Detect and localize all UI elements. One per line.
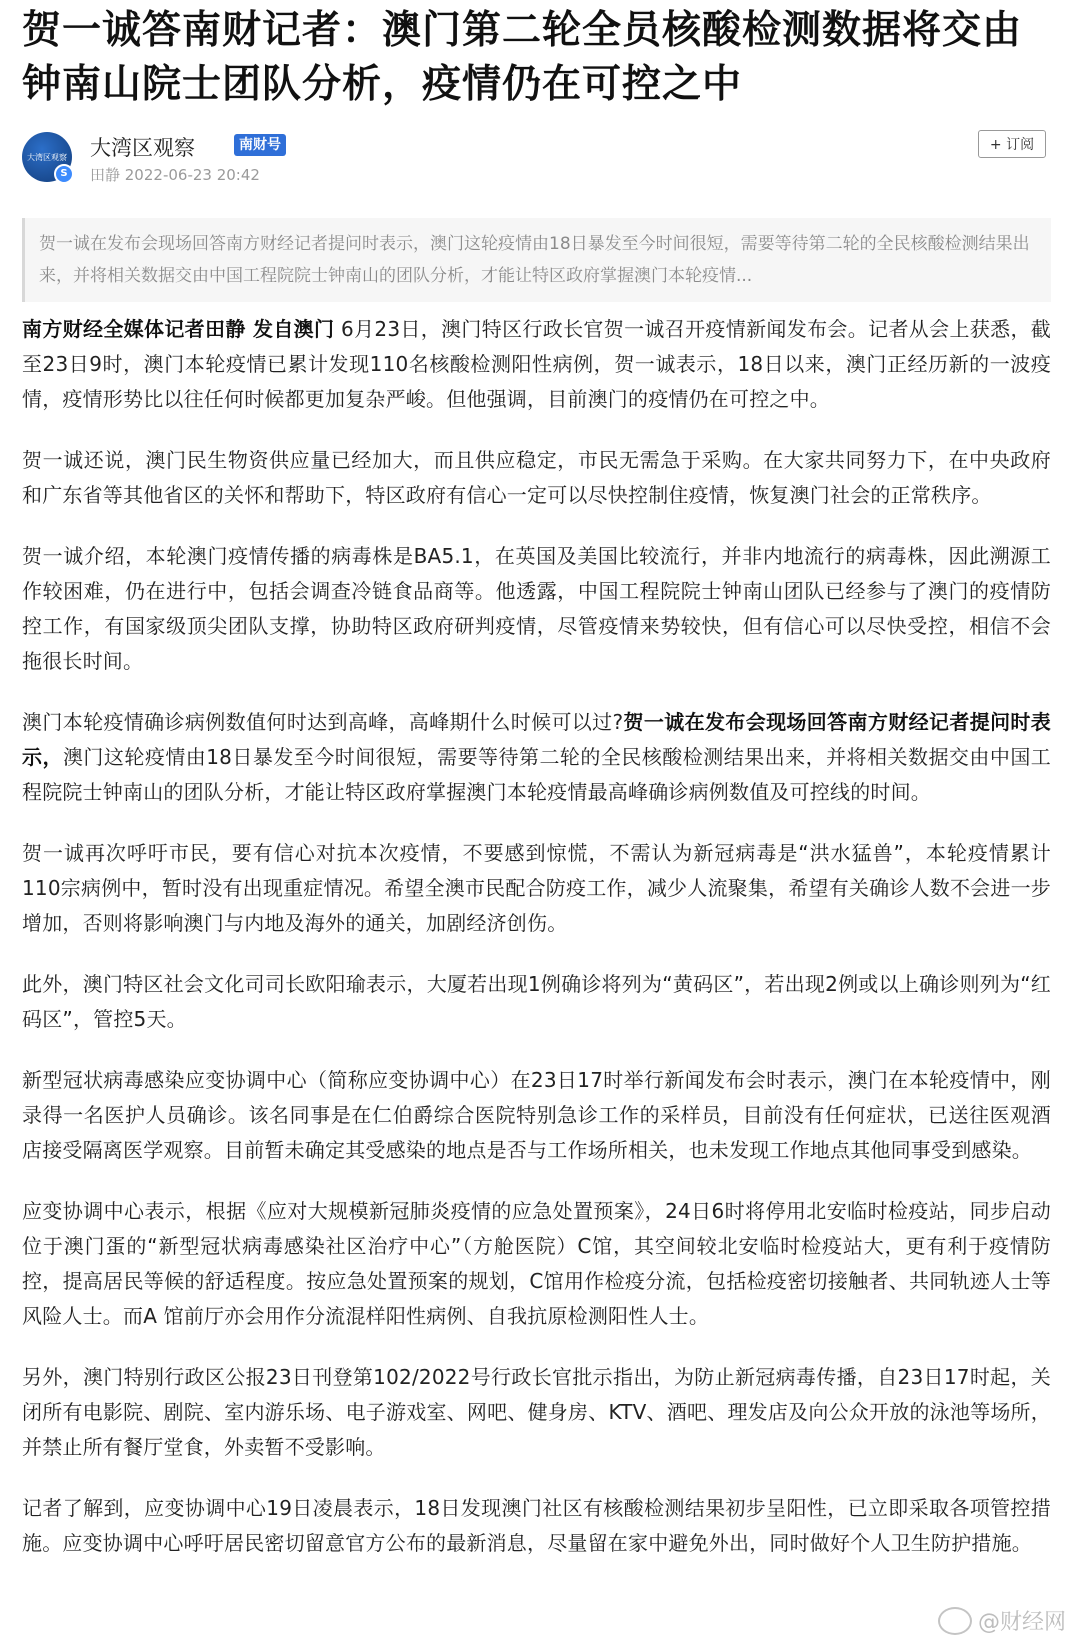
paragraph-10: 记者了解到，应变协调中心19日凌晨表示，18日发现澳门社区有核酸检测结果初步呈阳性，已立即采取各项管控措施。应变协调中心呼吁居民密切留意官方公布的最新消息，尽量留在家中避免外出，同时做好个人卫生防护措施。 bbox=[22, 1496, 1051, 1555]
author-name[interactable]: 大湾区观察 bbox=[90, 136, 195, 160]
paragraph-7: 新型冠状病毒感染应变协调中心（简称应变协调中心）在23日17时举行新闻发布会时表示，澳门在本轮疫情中，刚录得一名医护人员确诊。该名同事是在仁伯爵综合医院特别急诊工作的采样员，目前没有任何症状，已送往医观酒店接受隔离医学观察。目前暂未确定其受感染的地点是否与工作场所相关，也未发现工作地点其他同事受到感染。 bbox=[22, 1068, 1051, 1162]
article-summary: 贺一诚在发布会现场回答南方财经记者提问时表示，澳门这轮疫情由18日暴发至今时间很短，需要等待第二轮的全民核酸检测结果出来，并将相关数据交由中国工程院院士钟南山的团队分析，才能让特区政府掌握澳门本轮疫情... bbox=[22, 218, 1051, 302]
avatar[interactable] bbox=[22, 132, 72, 182]
watermark bbox=[938, 1605, 1066, 1636]
weibo-icon bbox=[938, 1607, 972, 1635]
verified-icon: S bbox=[54, 164, 74, 184]
paragraph-4 bbox=[22, 705, 1051, 810]
paragraph-emphasis: 贺一诚在发布会现场回答南方财经记者提问时表示， bbox=[22, 710, 1051, 769]
paragraph-9: 另外，澳门特别行政区公报23日刊登第102/2022号行政长官批示指出，为防止新冠病毒传播，自23日17时起，关闭所有电影院、剧院、室内游乐场、电子游戏室、网吧、健身房、KTV、酒吧、理发店及向公众开放的泳池等场所，并禁止所有餐厅堂食，外卖暂不受影响。 bbox=[22, 1365, 1051, 1459]
paragraph-6: 此外，澳门特区社会文化司司长欧阳瑜表示，大厦若出现1例确诊将列为“黄码区”，若出现2例或以上确诊则列为“红码区”，管控5天。 bbox=[22, 972, 1051, 1031]
author-tag-badge: 南财号 bbox=[234, 134, 286, 156]
paragraph-text: 澳门这轮疫情由18日暴发至今时间很短，需要等待第二轮的全民核酸检测结果出来，并将相关数据交由中国工程院院士钟南山的团队分析，才能让特区政府掌握澳门本轮疫情最高峰确诊病例数值及可控线的时间。 bbox=[22, 745, 1052, 804]
paragraph-8: 应变协调中心表示，根据《应对大规模新冠肺炎疫情的应急处置预案》，24日6时将停用北安临时检疫站，同步启动位于澳门蛋的“新型冠状病毒感染社区治疗中心”（方舱医院）C馆，其空间较北安临时检疫站大，更有利于疫情防控，提高居民等候的舒适程度。按应急处置预案的规划，C馆用作检疫分流，包括检疫密切接触者、共同轨迹人士等风险人士。而A 馆前厅亦会用作分流混样阳性病例、自我抗原检测阳性人士。 bbox=[22, 1199, 1051, 1328]
article-body bbox=[22, 312, 1051, 1561]
subscribe-button[interactable]: + 订阅 bbox=[978, 130, 1046, 158]
author-row bbox=[22, 130, 1051, 194]
paragraph-lead: 南方财经全媒体记者田静 发自澳门 bbox=[22, 317, 335, 341]
paragraph-2: 贺一诚还说，澳门民生物资供应量已经加大，而且供应稳定，市民无需急于采购。在大家共同努力下，在中央政府和广东省等其他省区的关怀和帮助下，特区政府有信心一定可以尽快控制住疫情，恢复澳门社会的正常秩序。 bbox=[22, 448, 1051, 507]
article-title: 贺一诚答南财记者：澳门第二轮全员核酸检测数据将交由钟南山院士团队分析，疫情仍在可控之中 bbox=[22, 8, 1023, 107]
paragraph-3: 贺一诚介绍，本轮澳门疫情传播的病毒株是BA5.1，在英国及美国比较流行，并非内地流行的病毒株，因此溯源工作较困难，仍在进行中，包括会调查冷链食品商等。他透露，中国工程院院士钟南山团队已经参与了澳门的疫情防控工作，有国家级顶尖团队支撑，协助特区政府研判疫情，尽管疫情来势较快，但有信心可以尽快受控，相信不会拖很长时间。 bbox=[22, 544, 1051, 673]
paragraph-question: 澳门本轮疫情确诊病例数值何时达到高峰，高峰期什么时候可以过? bbox=[22, 710, 624, 734]
avatar-text: 大湾区观察 bbox=[27, 152, 67, 162]
byline: 田静 2022-06-23 20:42 bbox=[90, 166, 260, 184]
paragraph-1 bbox=[22, 312, 1051, 417]
paragraph-5: 贺一诚再次呼吁市民，要有信心对抗本次疫情，不要感到惊慌，不需认为新冠病毒是“洪水猛兽”，本轮疫情累计 110宗病例中，暂时没有出现重症情况。希望全澳市民配合防疫工作，减少人流聚集，希望有关确诊人数不会进一步增加，否则将影响澳门与内地及海外的通关，加剧经济创伤。 bbox=[22, 841, 1051, 935]
watermark-text: @财经网 bbox=[977, 1610, 1066, 1635]
paragraph-text: 6月23日，澳门特区行政长官贺一诚召开疫情新闻发布会。记者从会上获悉，截至23日9时，澳门本轮疫情已累计发现110名核酸检测阳性病例，贺一诚表示，18日以来，澳门正经历新的一波疫情，疫情形势比以往任何时候都更加复杂严峻。但他强调，目前澳门的疫情仍在可控之中。 bbox=[22, 317, 1051, 411]
